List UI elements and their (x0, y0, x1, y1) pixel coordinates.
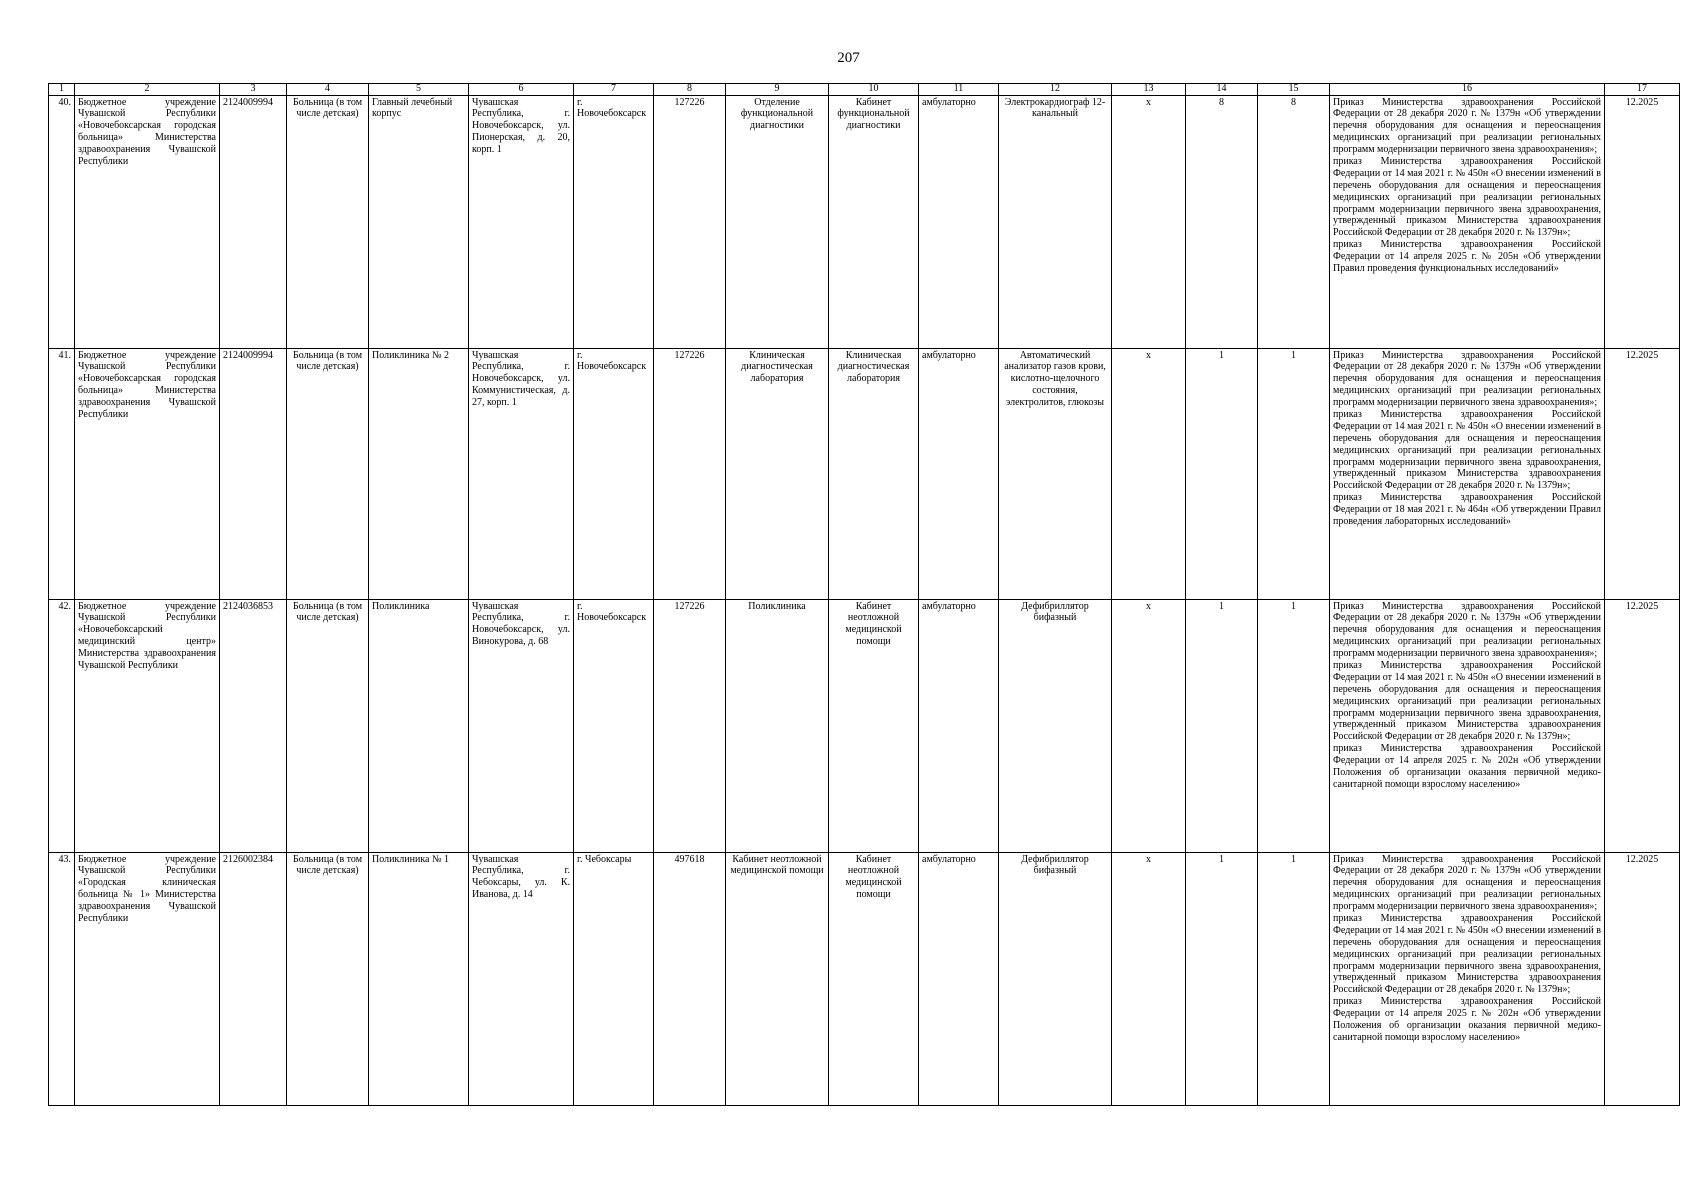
deadline-date: 12.2025 (1605, 348, 1680, 599)
facility-type: Больница (в том числе детская) (287, 599, 369, 852)
page-number: 207 (837, 50, 860, 66)
order-text: Приказ Министерства здравоохранения Российской Федерации от 28 декабря 2020 г. № 1379н «Об утверждении перечня оборудования для оснащения и переоснащения медицинских организаций при реализации региональных программ модернизации первичного звена здравоохранения»; (1333, 600, 1601, 660)
care-condition: амбулаторно (919, 348, 999, 599)
order-text: приказ Министерства здравоохранения Российской Федерации от 14 апреля 2025 г. № 205н «Об утверждении Правил проведения функциональных исследований» (1333, 239, 1601, 274)
department: Поликлиника (726, 599, 829, 852)
equipment-name: Дефибриллятор бифазный (999, 852, 1112, 1105)
room: Клиническая диагностическая лаборатория (829, 348, 919, 599)
column-number-row (49, 84, 1680, 96)
column-header: 17 (1605, 84, 1680, 96)
order-text: приказ Министерства здравоохранения Российской Федерации от 14 апреля 2025 г. № 202н «Об утверждении Положения об организации оказания первичной медико-санитарной помощи взрослому населению» (1333, 996, 1601, 1043)
inn: 2124009994 (220, 348, 287, 599)
care-condition: амбулаторно (919, 95, 999, 348)
column-header: 16 (1330, 84, 1605, 96)
column-14-value: 1 (1186, 599, 1258, 852)
column-header: 13 (1112, 84, 1186, 96)
regulatory-orders (1330, 95, 1605, 348)
regulatory-orders (1330, 852, 1605, 1105)
settlement: г. Новочебоксарск (574, 599, 654, 852)
facility-type: Больница (в том числе детская) (287, 852, 369, 1105)
regulatory-orders (1330, 348, 1605, 599)
territory-code: 497618 (654, 852, 726, 1105)
table-row (49, 95, 1680, 348)
order-text: приказ Министерства здравоохранения Российской Федерации от 14 мая 2021 г. № 450н «О внесении изменений в перечень оборудования для оснащения и переоснащения медицинских организаций при реализации региональных программ модернизации первичного звена здравоохранения, утвержденный приказом Министерства здравоохранения Российской Федерации от 28 декабря 2020 г. № 1379н»; (1333, 912, 1601, 996)
facility-type: Больница (в том числе детская) (287, 95, 369, 348)
table-row (49, 852, 1680, 1105)
row-number: 40. (49, 95, 75, 348)
equipment-name: Автоматический анализатор газов крови, кислотно-щелочного состояния, электролитов, глюкозы (999, 348, 1112, 599)
department: Отделение функциональной диагностики (726, 95, 829, 348)
room: Кабинет неотложной медицинской помощи (829, 852, 919, 1105)
column-13-value: х (1112, 852, 1186, 1105)
column-14-value: 1 (1186, 852, 1258, 1105)
room: Кабинет функциональной диагностики (829, 95, 919, 348)
row-number: 42. (49, 599, 75, 852)
column-header: 3 (220, 84, 287, 96)
order-text: приказ Министерства здравоохранения Российской Федерации от 14 мая 2021 г. № 450н «О внесении изменений в перечень оборудования для оснащения и переоснащения медицинских организаций при реализации региональных программ модернизации первичного звена здравоохранения, утвержденный приказом Министерства здравоохранения Российской Федерации от 28 декабря 2020 г. № 1379н»; (1333, 155, 1601, 239)
deadline-date: 12.2025 (1605, 852, 1680, 1105)
column-14-value: 1 (1186, 348, 1258, 599)
institution-name: Бюджетное учреждение Чувашской Республики «Новочебоксарский медицинский центр» Министерства здравоохранения Чувашской Республики (75, 599, 220, 852)
column-header: 2 (75, 84, 220, 96)
settlement: г. Новочебоксарск (574, 348, 654, 599)
order-text: приказ Министерства здравоохранения Российской Федерации от 14 апреля 2025 г. № 202н «Об утверждении Положения об организации оказания первичной медико-санитарной помощи взрослому населению» (1333, 743, 1601, 790)
order-text: Приказ Министерства здравоохранения Российской Федерации от 28 декабря 2020 г. № 1379н «Об утверждении перечня оборудования для оснащения и переоснащения медицинских организаций при реализации региональных программ модернизации первичного звена здравоохранения»; (1333, 853, 1601, 913)
address: Чувашская Республика, г. Новочебоксарск, ул. Винокурова, д. 68 (469, 599, 574, 852)
address: Чувашская Республика, г. Чебоксары, ул. К. Иванова, д. 14 (469, 852, 574, 1105)
room: Кабинет неотложной медицинской помощи (829, 599, 919, 852)
institution-name: Бюджетное учреждение Чувашской Республики «Городская клиническая больница № 1» Министерства здравоохранения Чувашской Республики (75, 852, 220, 1105)
column-header: 1 (49, 84, 75, 96)
territory-code: 127226 (654, 599, 726, 852)
care-condition: амбулаторно (919, 599, 999, 852)
column-header: 5 (369, 84, 469, 96)
row-number: 43. (49, 852, 75, 1105)
inn: 2124036853 (220, 599, 287, 852)
column-13-value: х (1112, 348, 1186, 599)
settlement: г. Новочебоксарск (574, 95, 654, 348)
column-header: 15 (1258, 84, 1330, 96)
table-row (49, 599, 1680, 852)
building-name: Поликлиника № 2 (369, 348, 469, 599)
order-text: приказ Министерства здравоохранения Российской Федерации от 14 мая 2021 г. № 450н «О внесении изменений в перечень оборудования для оснащения и переоснащения медицинских организаций при реализации региональных программ модернизации первичного звена здравоохранения, утвержденный приказом Министерства здравоохранения Российской Федерации от 28 декабря 2020 г. № 1379н»; (1333, 659, 1601, 743)
column-header: 14 (1186, 84, 1258, 96)
equipment-name: Дефибриллятор бифазный (999, 599, 1112, 852)
equipment-name: Электрокардиограф 12-канальный (999, 95, 1112, 348)
institution-name: Бюджетное учреждение Чувашской Республики «Новочебоксарская городская больница» Министерства здравоохранения Чувашской Республики (75, 95, 220, 348)
order-text: приказ Министерства здравоохранения Российской Федерации от 18 мая 2021 г. № 464н «Об утверждении Правил проведения лабораторных исследований» (1333, 492, 1601, 527)
building-name: Поликлиника (369, 599, 469, 852)
building-name: Главный лечебный корпус (369, 95, 469, 348)
column-15-value: 1 (1258, 348, 1330, 599)
column-header: 8 (654, 84, 726, 96)
row-number: 41. (49, 348, 75, 599)
deadline-date: 12.2025 (1605, 95, 1680, 348)
institution-name: Бюджетное учреждение Чувашской Республики «Новочебоксарская городская больница» Министерства здравоохранения Чувашской Республики (75, 348, 220, 599)
care-condition: амбулаторно (919, 852, 999, 1105)
column-header: 12 (999, 84, 1112, 96)
inn: 2124009994 (220, 95, 287, 348)
address: Чувашская Республика, г. Новочебоксарск, ул. Пионерская, д. 20, корп. 1 (469, 95, 574, 348)
deadline-date: 12.2025 (1605, 599, 1680, 852)
equipment-register-table (48, 83, 1680, 1106)
facility-type: Больница (в том числе детская) (287, 348, 369, 599)
department: Кабинет неотложной медицинской помощи (726, 852, 829, 1105)
department: Клиническая диагностическая лаборатория (726, 348, 829, 599)
column-header: 10 (829, 84, 919, 96)
address: Чувашская Республика, г. Новочебоксарск, ул. Коммунистическая, д. 27, корп. 1 (469, 348, 574, 599)
column-header: 9 (726, 84, 829, 96)
column-15-value: 1 (1258, 599, 1330, 852)
column-15-value: 1 (1258, 852, 1330, 1105)
order-text: приказ Министерства здравоохранения Российской Федерации от 14 мая 2021 г. № 450н «О внесении изменений в перечень оборудования для оснащения и переоснащения медицинских организаций при реализации региональных программ модернизации первичного звена здравоохранения, утвержденный приказом Министерства здравоохранения Российской Федерации от 28 декабря 2020 г. № 1379н»; (1333, 408, 1601, 492)
column-15-value: 8 (1258, 95, 1330, 348)
column-header: 4 (287, 84, 369, 96)
column-header: 11 (919, 84, 999, 96)
regulatory-orders (1330, 599, 1605, 852)
column-13-value: х (1112, 95, 1186, 348)
column-header: 6 (469, 84, 574, 96)
column-header: 7 (574, 84, 654, 96)
settlement: г. Чебоксары (574, 852, 654, 1105)
inn: 2126002384 (220, 852, 287, 1105)
order-text: Приказ Министерства здравоохранения Российской Федерации от 28 декабря 2020 г. № 1379н «Об утверждении перечня оборудования для оснащения и переоснащения медицинских организаций при реализации региональных программ модернизации первичного звена здравоохранения»; (1333, 96, 1601, 156)
order-text: Приказ Министерства здравоохранения Российской Федерации от 28 декабря 2020 г. № 1379н «Об утверждении перечня оборудования для оснащения и переоснащения медицинских организаций при реализации региональных программ модернизации первичного звена здравоохранения»; (1333, 349, 1601, 409)
column-13-value: х (1112, 599, 1186, 852)
territory-code: 127226 (654, 95, 726, 348)
column-14-value: 8 (1186, 95, 1258, 348)
building-name: Поликлиника № 1 (369, 852, 469, 1105)
table-row (49, 348, 1680, 599)
territory-code: 127226 (654, 348, 726, 599)
